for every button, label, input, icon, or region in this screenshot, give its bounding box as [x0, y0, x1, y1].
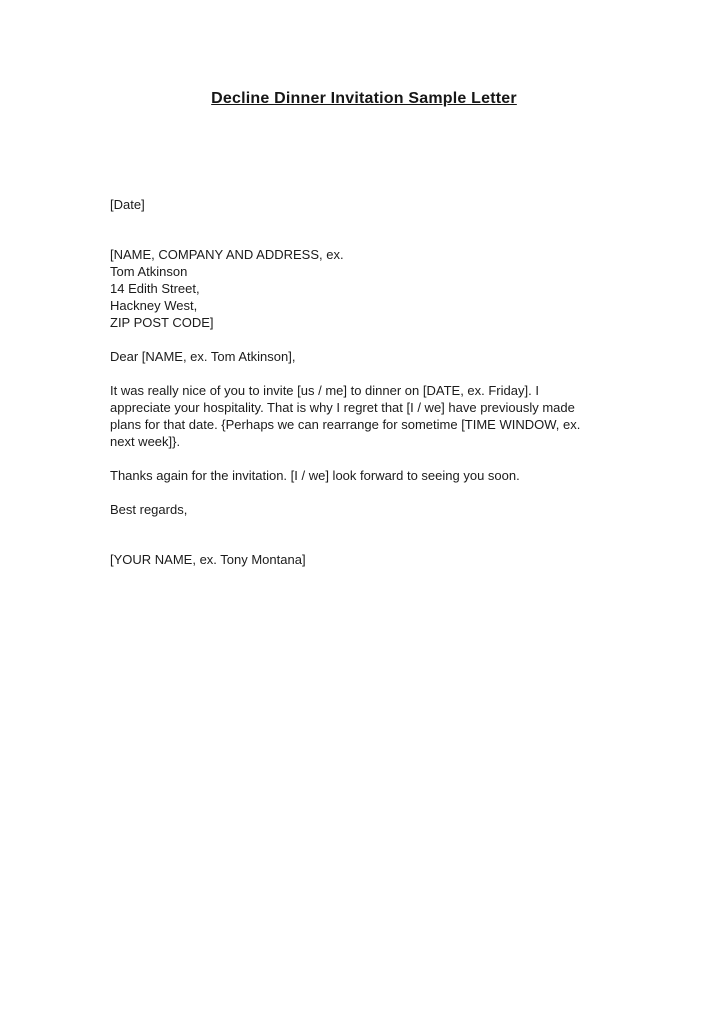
recipient-line: Hackney West,	[110, 298, 198, 313]
salutation: Dear [NAME, ex. Tom Atkinson],	[110, 349, 296, 364]
recipient-line: ZIP POST CODE]	[110, 315, 214, 330]
closing: Best regards,	[110, 502, 188, 517]
body-paragraph-2: Thanks again for the invitation. [I / we] look forward to seeing you soon.	[110, 468, 520, 483]
body-paragraph-1: It was really nice of you to invite [us / me] to dinner on [DATE, ex. Friday]. I appreciate your hospitality. That is why I regret that [I / we] have previously made plans for that date. {Perhaps we can rearrange for sometime [TIME WINDOW, ex. next week]}.	[110, 383, 581, 449]
recipient-line: Tom Atkinson	[110, 264, 188, 279]
page-title: Decline Dinner Invitation Sample Letter	[211, 90, 517, 107]
signature-placeholder: [YOUR NAME, ex. Tony Montana]	[110, 552, 306, 567]
letter-body	[110, 196, 602, 568]
recipient-address-block	[110, 246, 602, 331]
recipient-line: 14 Edith Street,	[110, 281, 200, 296]
recipient-line: [NAME, COMPANY AND ADDRESS, ex.	[110, 247, 344, 262]
date-placeholder: [Date]	[110, 197, 145, 212]
